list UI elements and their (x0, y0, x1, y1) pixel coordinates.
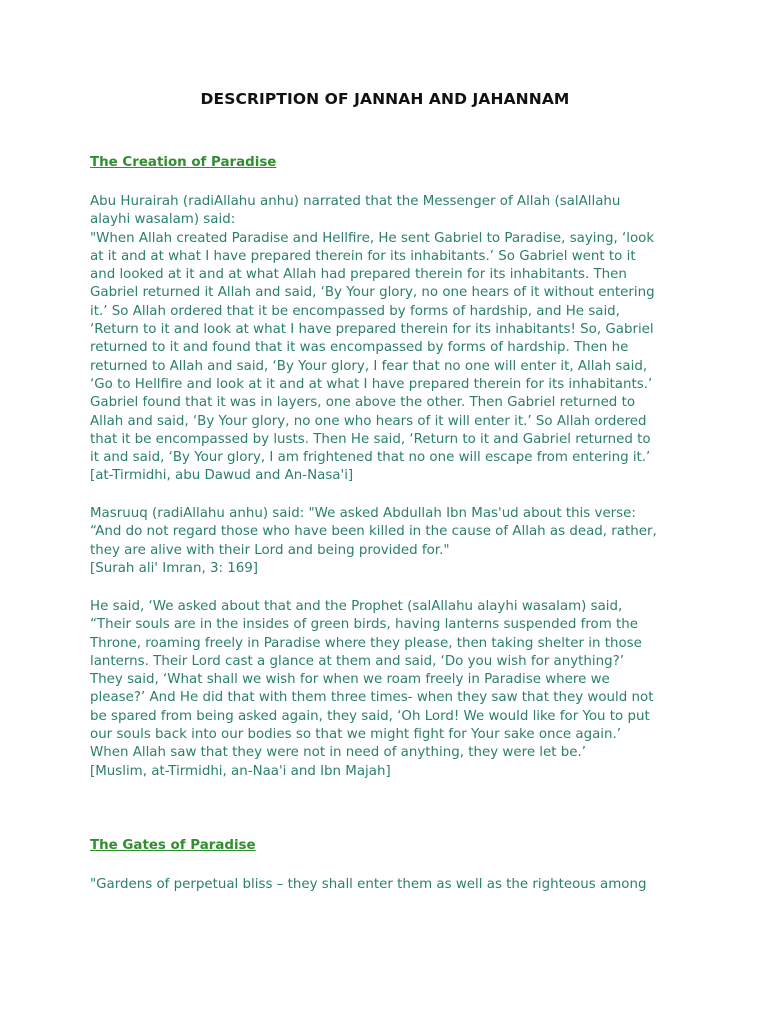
text-line: "Gardens of perpetual bliss – they shall enter them as well as the righteous among (90, 877, 647, 892)
text-line: [Muslim, at-Tirmidhi, an-Naa'i and Ibn Majah] (90, 763, 391, 779)
paragraph-gardens (90, 876, 690, 894)
text-line: “And do not regard those who have been killed in the cause of Allah as dead, rather, (90, 524, 657, 540)
text-line: [at-Tirmidhi, abu Dawud and An-Nasa'i] (90, 468, 354, 484)
text-line: He said, ‘We asked about that and the Prophet (salAllahu alayhi wasalam) said, (90, 599, 623, 614)
paragraph-abu-hurairah (90, 193, 690, 486)
text-line: Gabriel found that it was in layers, one above the other. Then Gabriel returned to (90, 395, 636, 411)
text-line: They said, ‘What shall we wish for when we roam freely in Paradise where we (90, 672, 610, 688)
text-line: Abu Hurairah (radiAllahu anhu) narrated that the Messenger of Allah (salAllahu (90, 194, 621, 209)
text-line: be spared from being asked again, they said, ‘Oh Lord! We would like for You to put (90, 708, 650, 724)
text-line: When Allah saw that they were not in need of anything, they were let be.’ (90, 745, 587, 761)
text-line: and looked at it and at what Allah had prepared therein for its inhabitants. Then (90, 267, 627, 283)
text-line: ‘Go to Hellfire and look at it and at what I have prepared therein for its inhabitants.’ (90, 376, 653, 392)
text-line: it.’ So Allah ordered that it be encompassed by forms of hardship, and He said, (90, 303, 620, 319)
text-line: returned to Allah and said, ‘By Your glory, I fear that no one will enter it, Allah said, (90, 358, 648, 374)
section-heading-gates: The Gates of Paradise (90, 838, 256, 853)
text-line: Allah and said, ‘By Your glory, no one who hears of it will enter it.’ So Allah ordered (90, 413, 647, 429)
paragraph-green-birds (90, 598, 690, 781)
text-line: ‘Return to it and look at what I have prepared therein for its inhabitants! So, Gabriel (90, 322, 654, 338)
document-title: DESCRIPTION OF JANNAH AND JAHANNAM (200, 90, 570, 108)
paragraph-masruuq (90, 505, 690, 578)
text-line: that it be encompassed by lusts. Then He said, ‘Return to it and Gabriel returned to (90, 431, 651, 447)
text-line: returned to it and found that it was encompassed by forms of hardship. Then he (90, 340, 629, 356)
text-line: Gabriel returned it Allah and said, ‘By Your glory, no one hears of it without entering (90, 285, 655, 301)
text-line: Throne, roaming freely in Paradise where they please, then taking shelter in those (90, 635, 642, 651)
text-line: at it and at what I have prepared therein for its inhabitants.’ So Gabriel went to it (90, 248, 636, 264)
text-line: "When Allah created Paradise and Hellfire, He sent Gabriel to Paradise, saying, ‘look (90, 230, 655, 246)
section-heading-creation: The Creation of Paradise (90, 155, 277, 170)
text-line: it and said, ‘By Your glory, I am frightened that no one will escape from entering it.’ (90, 450, 651, 466)
text-line: they are alive with their Lord and being provided for." (90, 542, 450, 558)
text-line: please?’ And He did that with them three times- when they saw that they would not (90, 690, 654, 706)
text-line: lanterns. Their Lord cast a glance at them and said, ‘Do you wish for anything?’ (90, 653, 624, 669)
text-line: Masruuq (radiAllahu anhu) said: "We asked Abdullah Ibn Mas'ud about this verse: (90, 506, 636, 521)
text-line: our souls back into our bodies so that we might fight for Your sake once again.’ (90, 727, 622, 743)
text-line: [Surah ali' Imran, 3: 169] (90, 560, 259, 576)
text-line: alayhi wasalam) said: (90, 212, 236, 228)
text-line: “Their souls are in the insides of green birds, having lanterns suspended from the (90, 617, 639, 633)
